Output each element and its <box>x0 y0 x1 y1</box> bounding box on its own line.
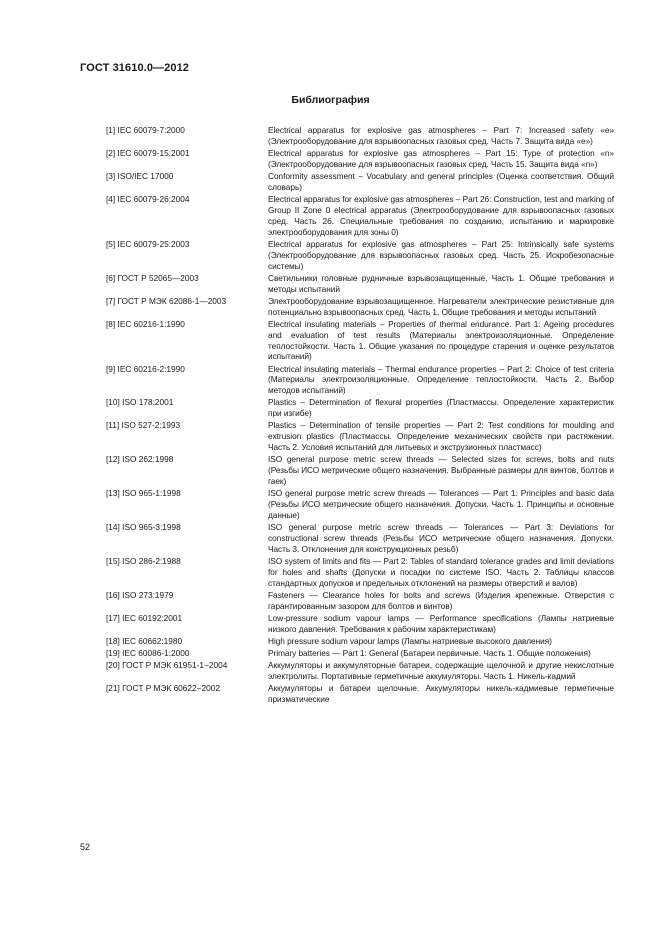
entry-reference: [16] ISO 273:1979 <box>106 589 174 600</box>
entry-description: ISO general purpose metric screw threads — Selected sizes for screws, bolts and nuts (Резьбы ИСО метрические общего назначения. Выбранные размеры для винтов, болтов и гаек) <box>268 454 614 487</box>
bibliography-entry <box>106 420 614 453</box>
entry-description: Аккумуляторы и аккумуляторные батареи, содержащие щелочной и другие некислотные электролиты. Портативные герметичные аккумуляторы. Часть 1. Никель-кадмий <box>268 660 614 682</box>
bibliography-entry <box>106 648 614 659</box>
bibliography-entry <box>106 319 614 363</box>
entry-description: Светильники головные рудничные взрывозащищенные. Часть 1. Общие требования и методы испытаний <box>268 272 614 294</box>
bibliography-entry <box>106 148 614 170</box>
entry-reference: [17] IEC 60192:2001 <box>106 612 183 623</box>
bibliography-entry <box>106 556 614 589</box>
entry-reference: [21] ГОСТ Р МЭК 60622−2002 <box>106 683 220 694</box>
entry-reference: [3] ISO/IEC 17000 <box>106 171 174 181</box>
entry-reference: [12] ISO 262:1998 <box>106 454 174 465</box>
entry-reference: [15] ISO 286-2:1988 <box>106 556 181 567</box>
bibliography-list <box>106 125 614 706</box>
entry-reference: [1] IEC 60079-7:2000 <box>106 125 185 135</box>
entry-reference: [6] ГОСТ Р 52065—2003 <box>106 272 199 283</box>
entry-description: Electrical apparatus for explosive gas atmospheres – Part 15: Type of protection «n» (Электрооборудование для взрывоопасных газовых сред. Часть 15. Защита вида «n») <box>268 148 614 169</box>
bibliography-entry <box>106 590 614 612</box>
entry-description: ISO system of limits and fits — Part 2: Tables of standard tolerance grades and limit deviations for holes and shafts (Допуски и посадки по системе ISO. Часть 2. Таблицы классов стандартных допусков и предельных отклонений на размеры отверстий и валов) <box>268 556 614 588</box>
entry-description: Electrical apparatus for explosive gas atmospheres – Part 7: Increased safety «е» (Электрооборудование для взрывоопасных газовых сред. Часть 7. Защита вида «е») <box>268 125 614 146</box>
entry-description: Electrical insulating materials – Thermal endurance properties – Part 2: Choice of test criteria (Материалы электроизоляционные. Определение теплостойкости. Часть 2. Выбор методов испытаний) <box>268 363 614 396</box>
section-title: Библиография <box>291 94 370 106</box>
entry-reference: [4] IEC 60079-26:2004 <box>106 194 190 204</box>
entry-reference: [20] ГОСТ Р МЭК 61951-1−2004 <box>106 660 228 671</box>
entry-reference: [7] ГОСТ Р МЭК 62086-1—2003 <box>106 295 227 306</box>
entry-description: Электрооборудование взрывозащищенное. Нагреватели электрические резистивные для потенциально взрывоопасных сред. Часть 1. Общие требования и методы испытаний <box>268 295 614 317</box>
bibliography-entry <box>106 454 614 487</box>
entry-description: Low-pressure sodium vapour lamps — Performance specifications (Лампы натриевые низкого давления. Требования к рабочим характеристикам) <box>268 612 614 634</box>
bibliography-entry <box>106 660 614 682</box>
bibliography-entry <box>106 397 614 419</box>
entry-reference: [10] ISO 178:2001 <box>106 397 174 408</box>
entry-description: Fasteners — Clearance holes for bolts and screws (Изделия крепежные. Отверстия с гарантированным зазором для болтов и винтов) <box>268 589 614 611</box>
entry-reference: [18] IEC 60662:1980 <box>106 635 183 646</box>
bibliography-entry <box>106 296 614 318</box>
entry-description: Plastics – Determination of tensile properties — Part 2: Test conditions for moulding and extrusion plastics (Пластмассы. Определение механических свойств при растяжении. Часть 2. Условия испытаний для литьевых и экструзионных пластмасс) <box>268 420 614 453</box>
entry-reference: [8] IEC 60216-1:1990 <box>106 318 185 329</box>
entry-description: Electrical insulating materials – Properties of thermal endurance. Part 1: Ageing procedures and evaluation of test results (Материалы электроизоляционные. Определение теплостойкости. Часть 1. Общие указания по процедуре старения и оценке результатов испытаний) <box>268 318 614 362</box>
bibliography-entry <box>106 488 614 521</box>
entry-description: ISO general purpose metric screw threads — Tolerances — Part 3: Deviations for constructional screw threads (Резьбы ИСО метрические общего назначения. Допуски. Часть 3. Отклонения для конструкционных резьб) <box>268 522 614 554</box>
entry-description: Primary batteries — Part 1: General (Батареи первичные. Часть 1. Общие положения) <box>268 648 591 659</box>
bibliography-entry <box>106 522 614 555</box>
entry-description: High pressure sodium vapour lamps (Лампы натриевые высокого давления) <box>268 635 552 646</box>
entry-description: Аккумуляторы и батареи щелочные. Аккумуляторы никель-кадмиевые герметичные призматические <box>268 683 614 705</box>
bibliography-entry <box>106 273 614 295</box>
entry-reference: [2] IEC 60079-15:2001 <box>106 148 190 158</box>
entry-reference: [11] ISO 527-2:1993 <box>106 420 181 431</box>
entry-description: Plastics – Determination of flexural properties (Пластмассы. Определение характеристик при изгибе) <box>268 397 614 419</box>
entry-description: Conformity assessment – Vocabulary and general principles (Оценка соответствия. Общий словарь) <box>268 171 614 192</box>
bibliography-entry <box>106 636 614 647</box>
entry-reference: [9] IEC 60216-2:1990 <box>106 363 185 374</box>
bibliography-entry <box>106 125 614 147</box>
entry-description: Electrical apparatus for explosive gas atmospheres – Part 26: Construction, test and marking of Group II Zone 0 electrical apparatus (Электрооборудование для взрывоопасных газовых сред. Часть 26. Специальные требования по созданию, испытанию и маркировке электрооборудования для зоны 0) <box>268 194 614 237</box>
bibliography-entry <box>106 194 614 238</box>
document-header: ГОСТ 31610.0—2012 <box>80 62 190 74</box>
bibliography-entry <box>106 683 614 705</box>
entry-description: ISO general purpose metric screw threads — Tolerances — Part 1: Principles and basic data (Резьбы ИСО метрические общего назначения. Допуски. Часть 1. Принципы и основные данные) <box>268 488 614 521</box>
entry-reference: [13] ISO 965-1:1998 <box>106 488 181 499</box>
entry-reference: [5] IEC 60079-25:2003 <box>106 238 190 249</box>
bibliography-entry <box>106 171 614 193</box>
entry-reference: [14] ISO 965-3:1998 <box>106 522 181 533</box>
entry-description: Electrical apparatus for explosive gas atmospheres – Part 25: Intrinsically safe systems (Электрооборудование для взрывоопасных газовых сред. Часть 25. Искробезопасные системы) <box>268 238 614 271</box>
bibliography-entry <box>106 364 614 397</box>
entry-reference: [19] IEC 60086-1:2000 <box>106 648 190 659</box>
bibliography-entry <box>106 239 614 272</box>
page-number: 52 <box>80 842 91 852</box>
bibliography-entry <box>106 613 614 635</box>
